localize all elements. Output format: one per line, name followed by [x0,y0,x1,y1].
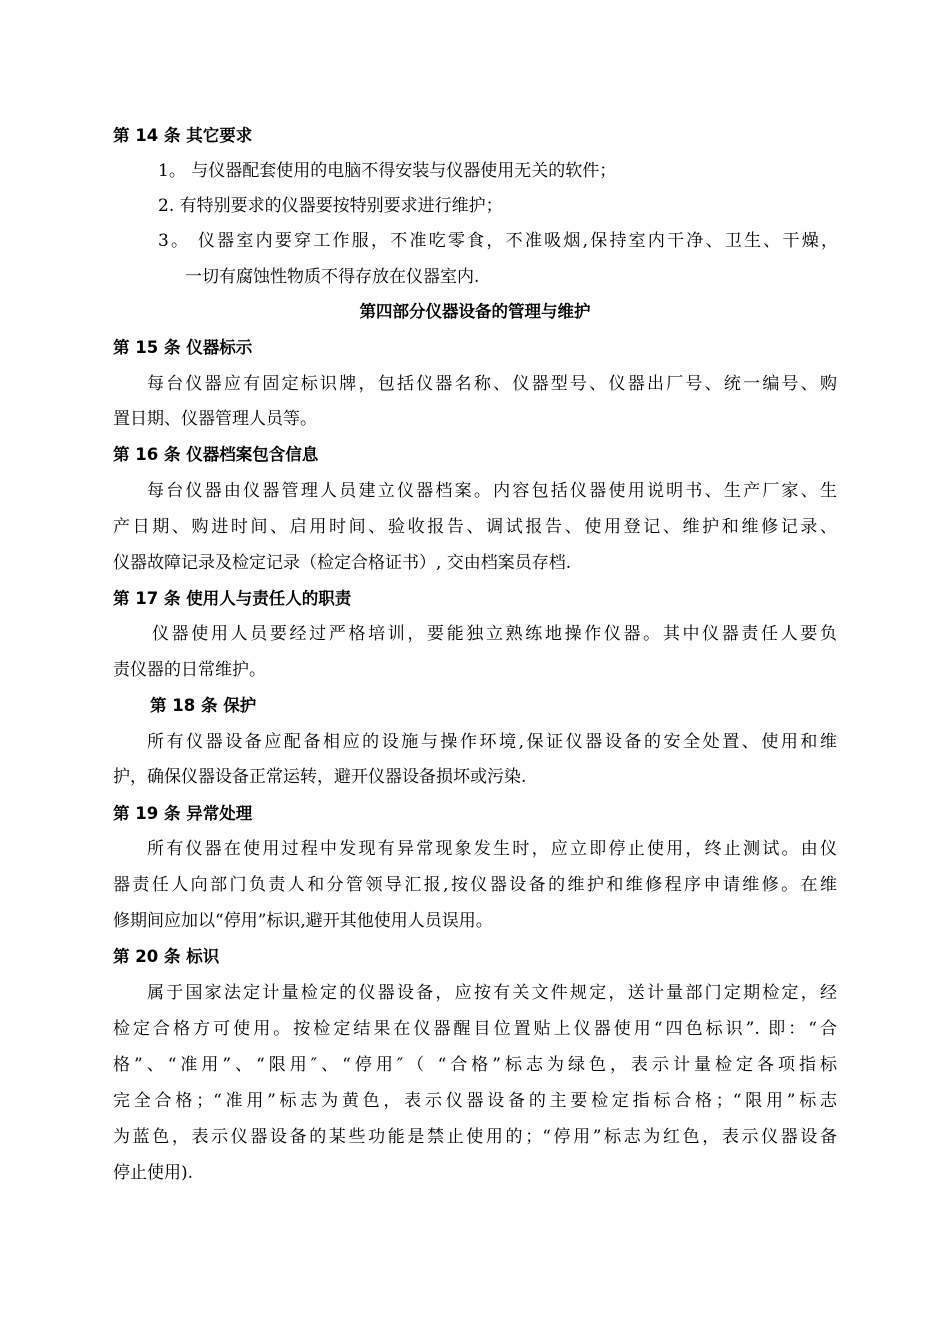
article-16-title: 第 16 条 仪器档案包含信息 [113,445,319,464]
article-17-line-2: 责仪器的日常维护。 [113,660,266,680]
section-title: 第四部分仪器设备的管理与维护 [359,302,591,321]
article-20-line-1: 属于国家法定计量检定的仪器设备，应按有关文件规定，送计量部门定期检定，经 [147,983,837,1003]
article-14-item-3-line-1: 3。 仪器室内要穿工作服，不准吃零食，不准吸烟,保持室内干净、卫生、干燥， [158,231,838,251]
article-15-title: 第 15 条 仪器标示 [113,338,253,357]
article-19-title: 第 19 条 异常处理 [113,804,253,823]
article-15-line-2: 置日期、仪器管理人员等。 [113,409,317,429]
article-20-title: 第 20 条 标识 [113,947,220,966]
article-15-line-1: 每台仪器应有固定标识牌，包括仪器名称、仪器型号、仪器出厂号、统一编号、购 [147,374,837,394]
article-18-title: 第 18 条 保护 [150,696,257,715]
article-14-title: 第 14 条 其它要求 [113,126,253,145]
article-18-line-1: 所有仪器设备应配备相应的设施与操作环境,保证仪器设备的安全处置、使用和维 [147,732,837,752]
article-16-line-1: 每台仪器由仪器管理人员建立仪器档案。内容包括仪器使用说明书、生产厂家、生 [147,481,837,501]
article-19-line-3: 修期间应加以“停用”标识,避开其他使用人员误用。 [113,911,493,931]
article-14-item-2: 2. 有特别要求的仪器要按特别要求进行维护； [158,196,503,216]
article-14-item-1: 1。 与仪器配套使用的电脑不得安装与仪器使用无关的软件； [158,161,617,181]
article-17-title: 第 17 条 使用人与责任人的职责 [113,589,352,608]
article-19-line-2: 器责任人向部门负责人和分管领导汇报,按仪器设备的维护和维修程序申请维修。在维 [113,875,837,895]
article-14-item-3-line-2: 一切有腐蚀性物质不得存放在仪器室内. [185,267,480,287]
article-20-line-5: 为蓝色，表示仪器设备的某些功能是禁止使用的；“停用”标志为红色，表示仪器设备 [113,1127,837,1147]
article-17-line-1: 仪器使用人员要经过严格培训，要能独立熟练地操作仪器。其中仪器责任人要负 [152,624,837,644]
article-20-line-3: 格”、“准用”、“限用″、“停用″（ “合格”标志为绿色，表示计量检定各项指标 [113,1055,837,1075]
article-18-line-2: 护，确保仪器设备正常运转，避开仪器设备损坏或污染. [113,767,527,787]
article-20-line-6: 停止使用). [113,1163,194,1183]
article-20-line-4: 完全合格；“准用”标志为黄色，表示仪器设备的主要检定指标合格；“限用”标志 [113,1091,837,1111]
article-16-line-2: 产日期、购进时间、启用时间、验收报告、调试报告、使用登记、维护和维修记录、 [113,517,837,537]
article-19-line-1: 所有仪器在使用过程中发现有异常现象发生时，应立即停止使用，终止测试。由仪 [147,839,837,859]
article-16-line-3: 仪器故障记录及检定记录（检定合格证书）, 交由档案员存档. [113,553,572,573]
article-20-line-2: 检定合格方可使用。按检定结果在仪器醒目位置贴上仪器使用“四色标识”. 即：“合 [113,1019,837,1039]
